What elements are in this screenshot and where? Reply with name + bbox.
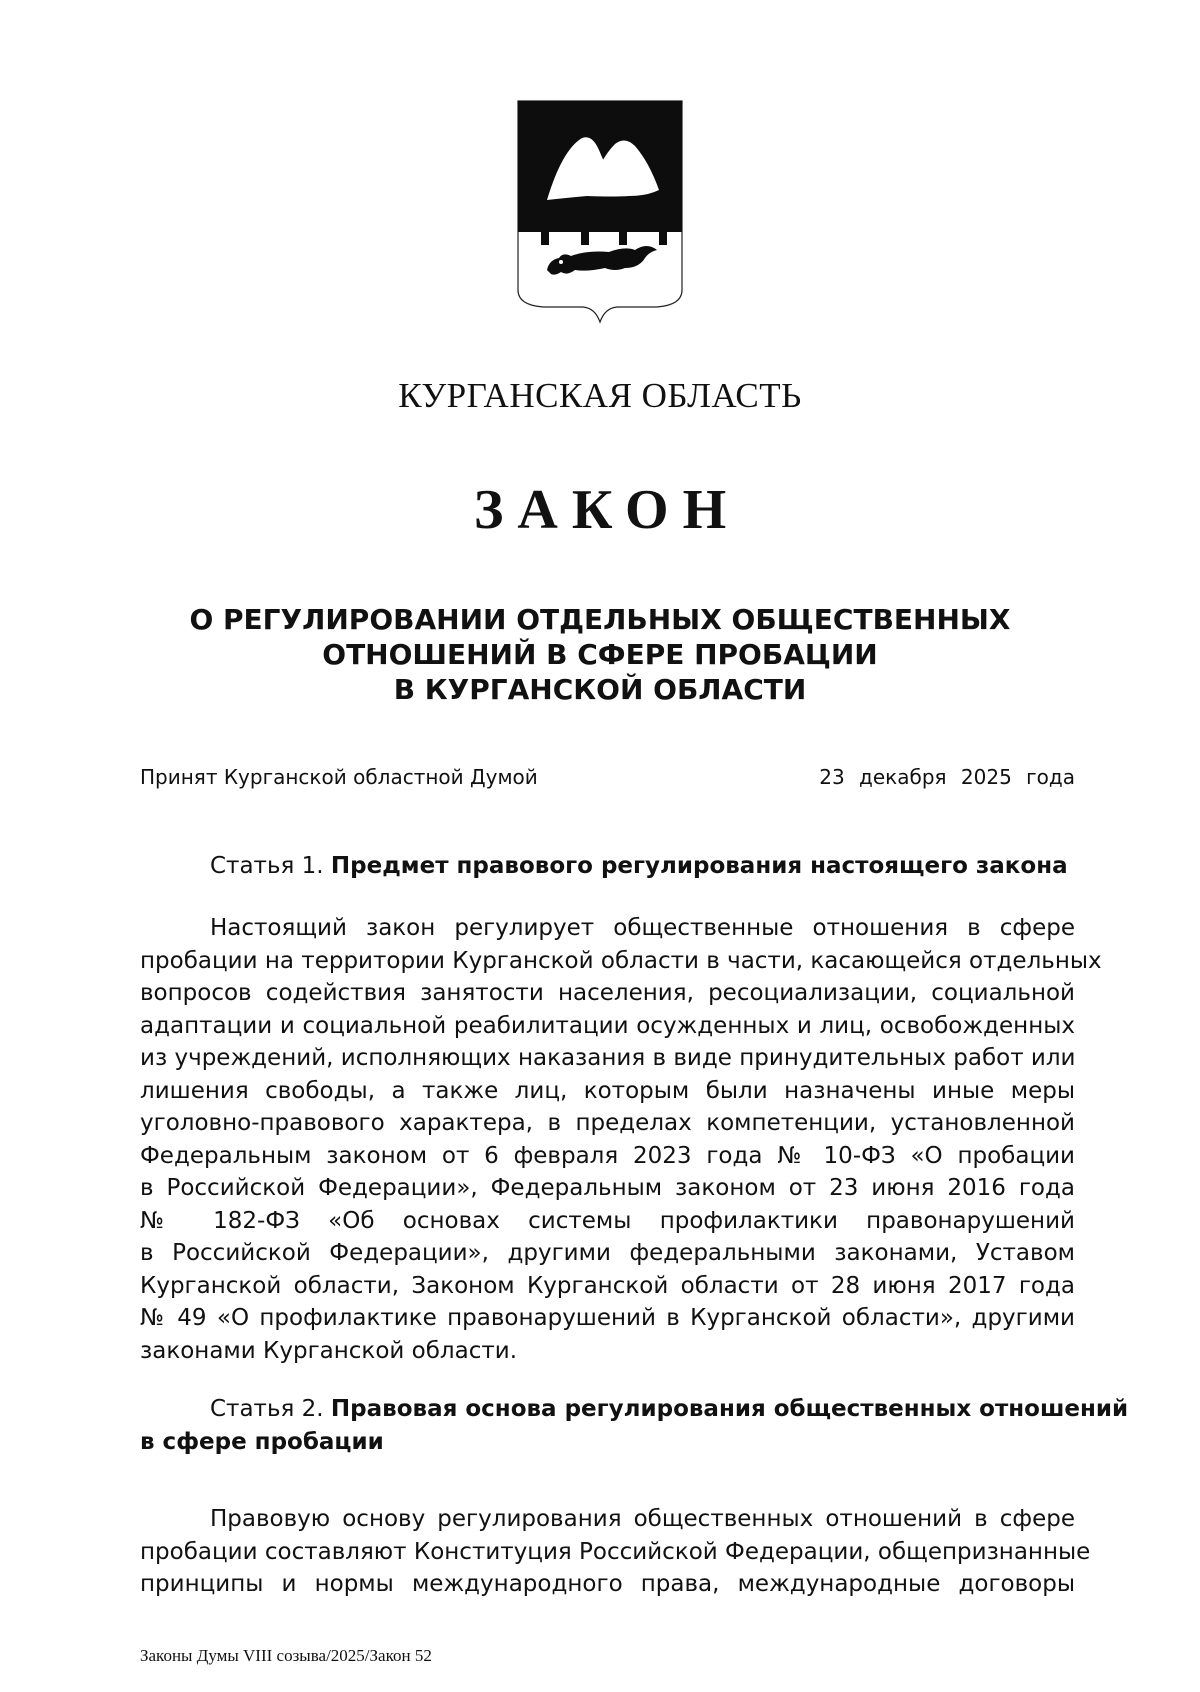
article-1-heading [140, 850, 1075, 883]
text-line: Настоящий закон регулирует общественные отношения в сфере [210, 915, 1075, 941]
text-line: Правовую основу регулирования общественных отношений в сфере [210, 1506, 1075, 1532]
text-line: Федеральным законом от 6 февраля 2023 года № 10-ФЗ «О пробации [140, 1142, 1075, 1169]
article-title: Предмет правового регулирования настоящего закона [330, 853, 1068, 879]
article-2-heading [140, 1393, 1129, 1458]
text-line: пробации составляют Конституция Российской Федерации, общепризнанные [140, 1538, 1091, 1565]
text-line: вопросов содействия занятости населения, ресоциализации, социальной [140, 980, 1075, 1006]
text-line: пробации на территории Курганской области в части, касающейся отдельных [140, 947, 1102, 974]
text-line [140, 1393, 1129, 1426]
article-label: Статья 2. [210, 1396, 324, 1422]
article-title-continued: в сфере пробации [140, 1428, 384, 1455]
region-name: КУРГАНСКАЯ ОБЛАСТЬ [398, 376, 802, 415]
law-title-line: О РЕГУЛИРОВАНИИ ОТДЕЛЬНЫХ ОБЩЕСТВЕННЫХ [189, 603, 1011, 636]
text-line: в Российской Федерации», другими федеральными законами, Уставом [140, 1240, 1075, 1266]
text-line: № 49 «О профилактике правонарушений в Курганской области», другими [140, 1305, 1075, 1331]
text-line [140, 1426, 1075, 1459]
adoption-date: 23 декабря 2025 года [819, 765, 1075, 789]
adopting-body: Принят Курганской областной Думой [140, 765, 538, 789]
article-2-paragraph [140, 1503, 1091, 1601]
law-title [0, 602, 1200, 707]
article-label: Статья 1. [210, 853, 324, 879]
text-line: № 182-ФЗ «Об основах системы профилактики правонарушений [140, 1207, 1075, 1234]
article-1-paragraph [140, 912, 1102, 1367]
text-line: из учреждений, исполняющих наказания в виде принудительных работ или [140, 1045, 1076, 1071]
text-line: уголовно-правового характера, в пределах компетенции, установленной [140, 1110, 1075, 1136]
text-line: Курганской области, Законом Курганской области от 28 июня 2017 года [140, 1272, 1075, 1299]
footer-reference: Законы Думы VIII созыва/2025/Закон 52 [140, 1646, 432, 1665]
text-line: принципы и нормы международного права, международные договоры [140, 1571, 1075, 1597]
law-title-line: В КУРГАНСКОЙ ОБЛАСТИ [393, 673, 807, 706]
article-title: Правовая основа регулирования общественных отношений [330, 1396, 1129, 1422]
text-line: законами Курганской области. [140, 1337, 518, 1364]
coat-of-arms-icon [517, 100, 683, 332]
text-line: в Российской Федерации», Федеральным законом от 23 июня 2016 года [140, 1175, 1075, 1201]
text-line: адаптации и социальной реабилитации осужденных и лиц, освобожденных [140, 1012, 1075, 1039]
document-type: ЗАКОН [473, 479, 741, 541]
text-line: лишения свободы, а также лиц, которым были назначены иные меры [140, 1077, 1075, 1104]
law-title-line: ОТНОШЕНИЙ В СФЕРЕ ПРОБАЦИИ [322, 638, 878, 671]
